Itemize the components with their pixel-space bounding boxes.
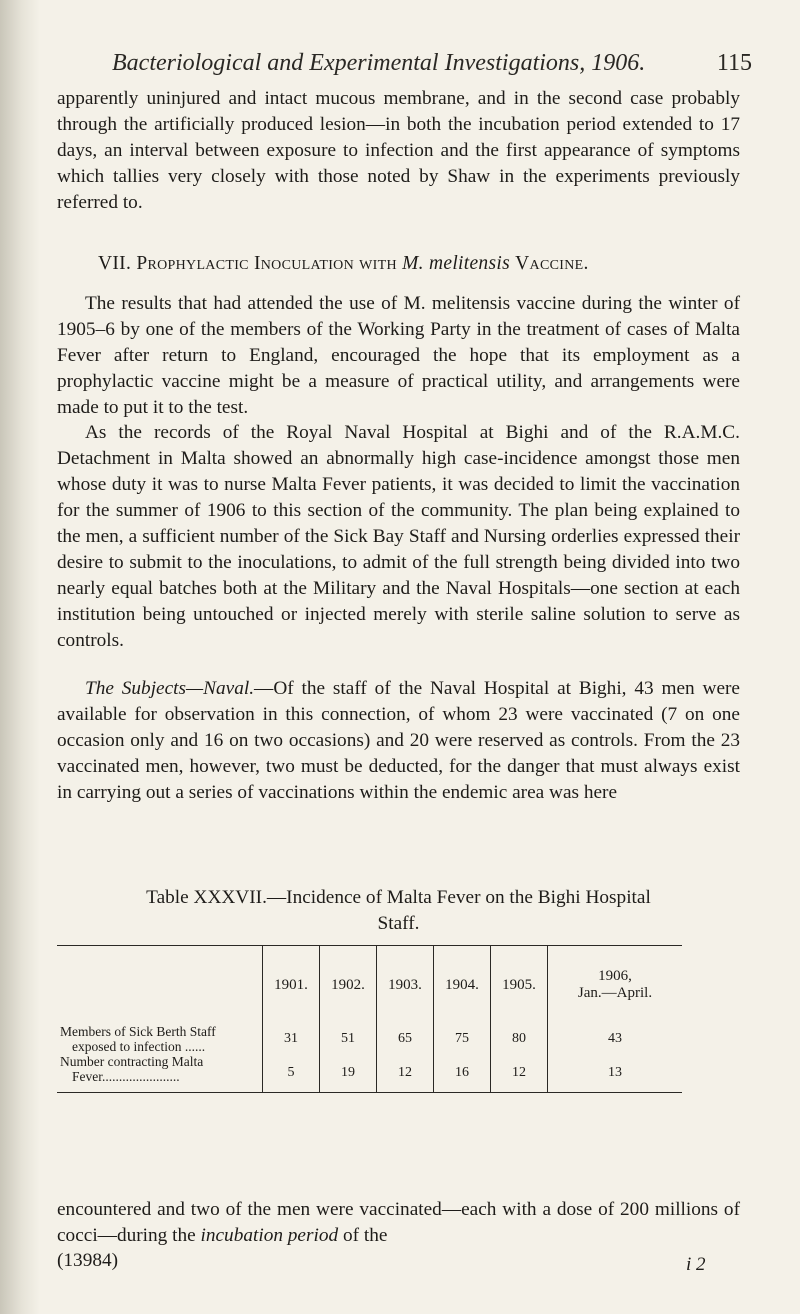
row-label-line: Number contracting Malta	[60, 1054, 204, 1069]
section-heading	[98, 253, 589, 275]
col-header-1904: 1904.	[434, 946, 491, 1025]
table-cell: 12	[491, 1054, 548, 1093]
col-header-1906-year: 1906,	[598, 968, 632, 984]
signature-mark: i 2	[686, 1254, 706, 1275]
paragraph-encountered	[57, 1197, 740, 1249]
col-header-1903: 1903.	[377, 946, 434, 1025]
table-corner-cell	[57, 946, 263, 1025]
col-header-1902: 1902.	[320, 946, 377, 1025]
row-label-line: Members of Sick Berth Staff	[60, 1024, 216, 1039]
section-title-pre: Prophylactic Inoculation with	[136, 253, 397, 274]
paragraph-subjects-naval	[57, 676, 740, 806]
table-cell: 75	[434, 1024, 491, 1054]
running-title: Bacteriological and Experimental Investigations, 1906.	[112, 50, 646, 76]
row-label-line: Fever.......................	[72, 1069, 180, 1084]
row-label-exposed	[57, 1024, 263, 1054]
table-cell: 65	[377, 1024, 434, 1054]
encountered-end: of the	[342, 1225, 388, 1246]
table-cell: 13	[548, 1054, 683, 1093]
table-cell: 19	[320, 1054, 377, 1093]
paragraph-continuation: apparently uninjured and intact mucous membrane, and in the second case probably through the artificially produced lesion—in both the incubation period extended to 17 days, an interval between exposure to infection and the first appearance of symptoms which tallies very closely with those noted by Shaw in the experiments previously referred to.	[57, 88, 740, 213]
row-label-line: exposed to infection ......	[72, 1039, 206, 1054]
table-row	[57, 1024, 682, 1054]
section-title-post: Vaccine.	[515, 253, 589, 274]
table-cell: 80	[491, 1024, 548, 1054]
table-header-row	[57, 946, 682, 1025]
table-caption-line1: Table XXXVII.—Incidence of Malta Fever on the Bighi Hospital	[146, 887, 651, 908]
table-row	[57, 1054, 682, 1093]
encountered-text: encountered and two of the men were vaccinated—each with a dose of 200 millions of cocci—during the	[57, 1199, 740, 1246]
col-header-1901: 1901.	[263, 946, 320, 1025]
paragraph-vaccine-results: The results that had attended the use of M. melitensis vaccine during the winter of 1905–6 by one of the members of the Working Party in the treatment of cases of Malta Fever after return to England, encouraged the hope that its employment as a prophylactic vaccine might be a measure of practical utility, and arrangements were made to put it to the test.	[57, 293, 740, 418]
page-number: 115	[716, 50, 752, 76]
paragraph-hospital-records: As the records of the Royal Naval Hospital at Bighi and of the R.A.M.C. Detachment in Malta showed an abnormally high case-incidence amongst those men whose duty it was to nurse Malta Fever patients, it was decided to limit the vaccination for the summer of 1906 to this section of the community. The plan being explained to the men, a sufficient number of the Sick Bay Staff and Nursing orderlies expressed their desire to submit to the inoculations, to admit of the full strength being divided into two nearly equal batches both at the Military and the Naval Hospitals—one section at each institution being untouched or injected merely with sterile saline solution to serve as controls.	[57, 422, 740, 651]
subjects-lead: The Subjects—Naval.	[85, 678, 255, 699]
incubation-period-text: incubation period	[200, 1225, 339, 1246]
table-cell: 5	[263, 1054, 320, 1093]
table-cell: 16	[434, 1054, 491, 1093]
table-caption-line2: Staff.	[377, 913, 420, 934]
table-cell: 43	[548, 1024, 683, 1054]
running-head	[112, 50, 752, 77]
print-number: (13984)	[57, 1250, 119, 1271]
section-numeral: VII.	[98, 253, 132, 274]
incidence-table	[57, 945, 682, 1093]
section-title-species: M. melitensis	[402, 253, 510, 274]
table-caption	[57, 885, 740, 937]
col-header-1906	[548, 946, 683, 1025]
table-cell: 31	[263, 1024, 320, 1054]
table-cell: 51	[320, 1024, 377, 1054]
col-header-1906-months: Jan.—April.	[577, 985, 653, 1001]
col-header-1905: 1905.	[491, 946, 548, 1025]
table-cell: 12	[377, 1054, 434, 1093]
row-label-contracting	[57, 1054, 263, 1093]
subjects-text: —Of the staff of the Naval Hospital at Bighi, 43 men were available for observation in this connection, of whom 23 were vaccinated (7 on one occasion only and 16 on two occasions) and 20 were reserved as controls. From the 23 vaccinated men, however, two must be deducted, for the danger that must always exist in carrying out a series of vaccinations within the endemic area was here	[57, 678, 740, 803]
